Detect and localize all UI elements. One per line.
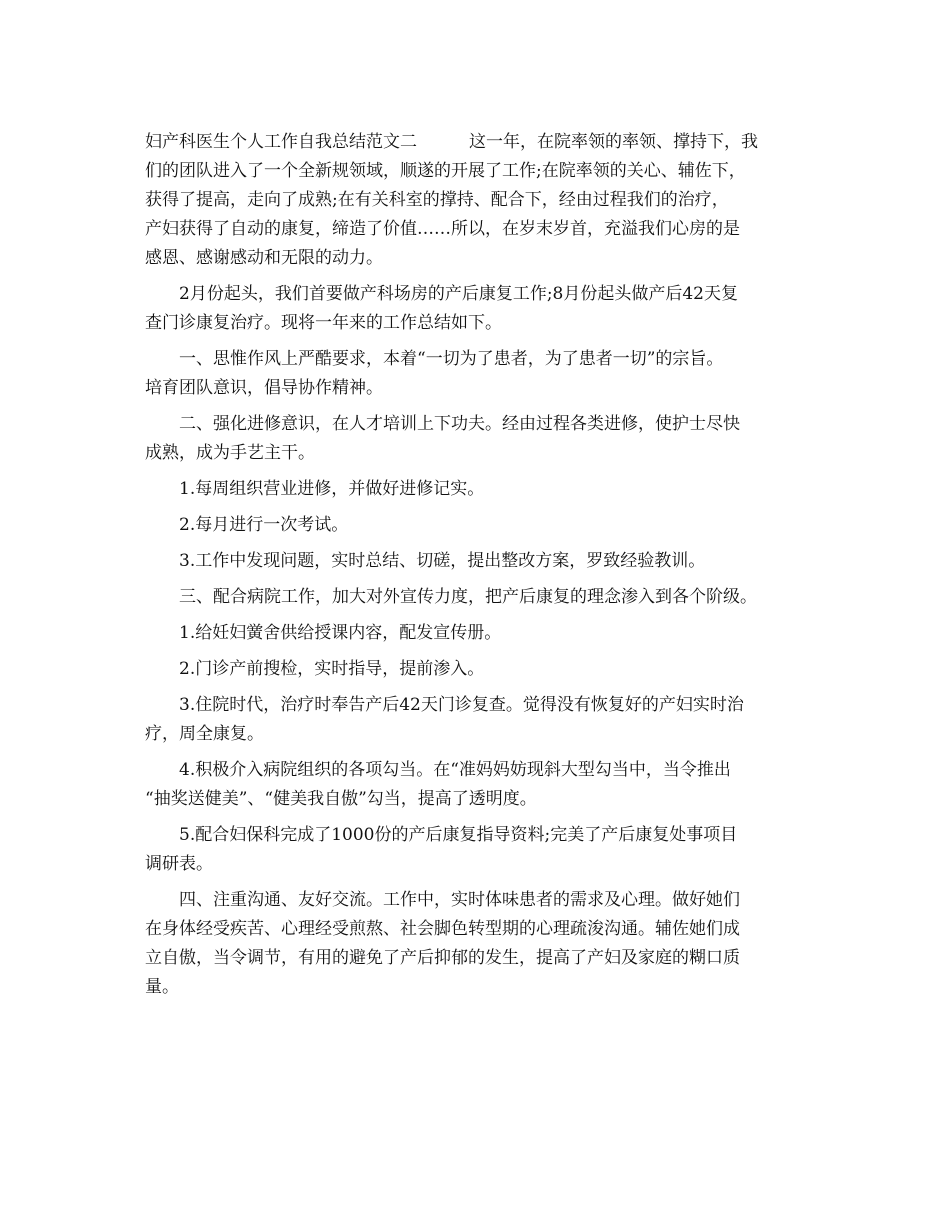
paragraph-line: 成熟，成为手艺主干。 [145,443,315,463]
paragraph-line: 一、思惟作风上严酷要求，本着“一切为了患者，为了患者一切”的宗旨。 [179,349,724,369]
paragraph-line: 培育团队意识，倡导协作精神。 [145,378,383,398]
paragraph-line: 获得了提高，走向了成熟;在有关科室的撑持、配合下，经由过程我们的治疗， [145,190,729,210]
list-item: 5.配合妇保科完成了1000份的产后康复指导资料;完美了产后康复处事项目 [179,825,738,845]
document-body [145,128,810,1002]
paragraph-line [145,128,810,157]
paragraph-line: 立自傲，当令调节，有用的避免了产后抑郁的发生，提高了产妇及家庭的糊口质 [145,948,740,968]
paragraph-line: 在身体经受疾苦、心理经受煎熬、社会脚色转型期的心理疏浚沟通。辅佐她们成 [145,919,740,939]
list-item: 1.每周组织营业进修，并做好进修记实。 [179,479,485,499]
paragraph-line: 查门诊康复治疗。现将一年来的工作总结如下。 [145,313,502,333]
paragraph-line: 2月份起头，我们首要做产科场房的产后康复工作;8月份起头做产后42天复 [179,284,738,304]
paragraph-line: 感恩、感谢感动和无限的动力。 [145,248,383,268]
document-title: 妇产科医生个人工作自我总结范文二 [145,132,417,152]
paragraph-line: “抽奖送健美”、“健美我自傲”勾当，提高了透明度。 [145,789,537,809]
paragraph-line: 量。 [145,977,179,997]
paragraph-line: 三、配合病院工作，加大对外宣传力度，把产后康复的理念渗入到各个阶级。 [179,587,757,607]
paragraph-text: 这一年，在院率领的率领、撑持下，我 [469,132,758,152]
paragraph-line: 调研表。 [145,854,213,874]
paragraph-line: 疗，周全康复。 [145,724,264,744]
list-item: 1.给妊妇黉舍供给授课内容，配发宣传册。 [179,623,502,643]
list-item: 3.住院时代，治疗时奉告产后42天门诊复查。觉得没有恢复好的产妇实时治 [179,695,744,715]
paragraph-line: 产妇获得了自动的康复，缔造了价值……所以，在岁末岁首，充溢我们心房的是 [145,219,740,239]
list-item: 3.工作中发现问题，实时总结、切磋，提出整改方案，罗致经验教训。 [179,551,706,571]
list-item: 4.积极介入病院组织的各项勾当。在“准妈妈妨现斜大型勾当中，当令推出 [179,760,731,780]
list-item: 2.每月进行一次考试。 [179,515,349,535]
list-item: 2.门诊产前搜检，实时指导，提前渗入。 [179,659,485,679]
paragraph-line: 四、注重沟通、友好交流。工作中，实时体味患者的需求及心理。做好她们 [179,890,740,910]
paragraph-line: 二、强化进修意识，在人才培训上下功夫。经由过程各类进修，使护士尽快 [179,414,740,434]
paragraph-line: 们的团队进入了一个全新规领域，顺遂的开展了工作;在院率领的关心、辅佐下， [145,161,746,181]
